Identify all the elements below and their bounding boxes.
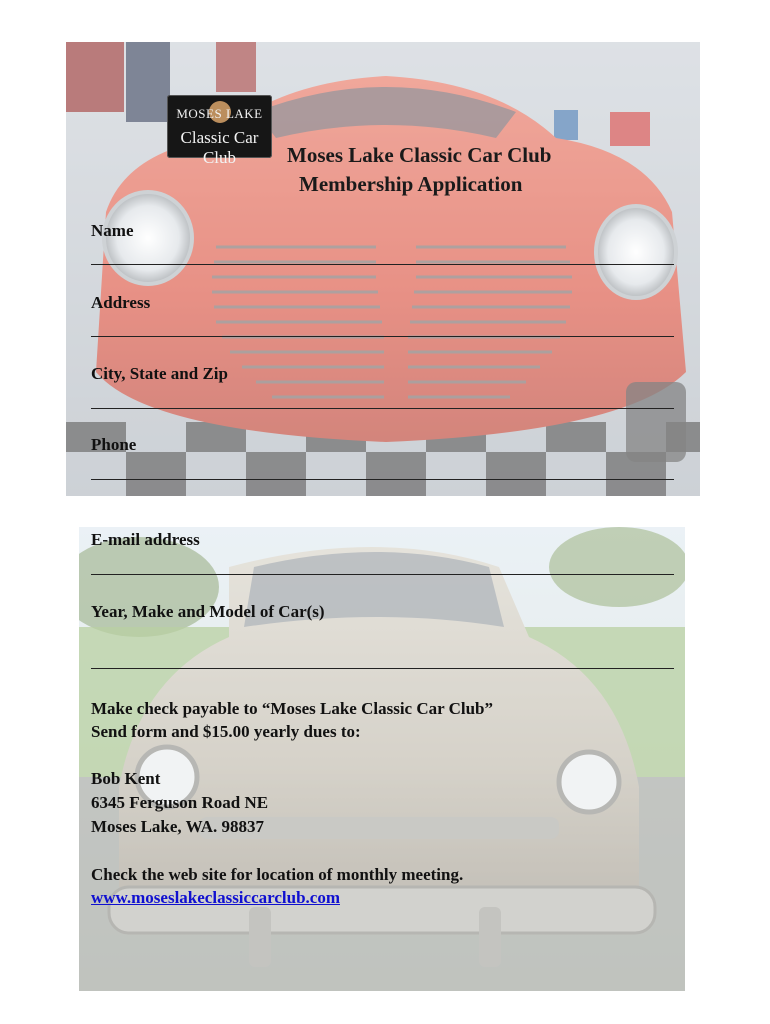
top-photo-panel bbox=[66, 42, 700, 496]
send-text: Send form and $15.00 yearly dues to: bbox=[91, 722, 361, 741]
photo-fade-overlay bbox=[79, 527, 685, 991]
bottom-photo-panel bbox=[79, 527, 685, 991]
name-label: Name bbox=[91, 221, 134, 240]
contact-name: Bob Kent bbox=[91, 769, 161, 788]
contact-city: Moses Lake, WA. 98837 bbox=[91, 817, 264, 836]
address-line[interactable] bbox=[91, 336, 674, 337]
payable-text: Make check payable to “Moses Lake Classic Car Club” bbox=[91, 699, 494, 718]
logo-line2: Classic Car Club bbox=[180, 128, 259, 167]
phone-line[interactable] bbox=[91, 479, 674, 480]
logo-line1: MOSES LAKE bbox=[176, 106, 263, 121]
contact-street: 6345 Ferguson Road NE bbox=[91, 793, 269, 812]
phone-label: Phone bbox=[91, 435, 137, 454]
email-line[interactable] bbox=[91, 574, 674, 575]
club-logo bbox=[167, 95, 272, 167]
page-title: Moses Lake Classic Car Club bbox=[287, 143, 552, 167]
cars-label: Year, Make and Model of Car(s) bbox=[91, 602, 325, 621]
cars-line[interactable] bbox=[91, 668, 674, 669]
page-subtitle: Membership Application bbox=[299, 172, 523, 196]
meeting-text: Check the web site for location of monthly meeting. bbox=[91, 865, 464, 884]
photo-fade-overlay bbox=[66, 42, 700, 496]
city-state-zip-line[interactable] bbox=[91, 408, 674, 409]
address-label: Address bbox=[91, 293, 151, 312]
name-line[interactable] bbox=[91, 264, 674, 265]
city-state-zip-label: City, State and Zip bbox=[91, 364, 228, 383]
website-link[interactable]: www.moseslakeclassiccarclub.com bbox=[91, 888, 340, 907]
email-label: E-mail address bbox=[91, 530, 200, 549]
